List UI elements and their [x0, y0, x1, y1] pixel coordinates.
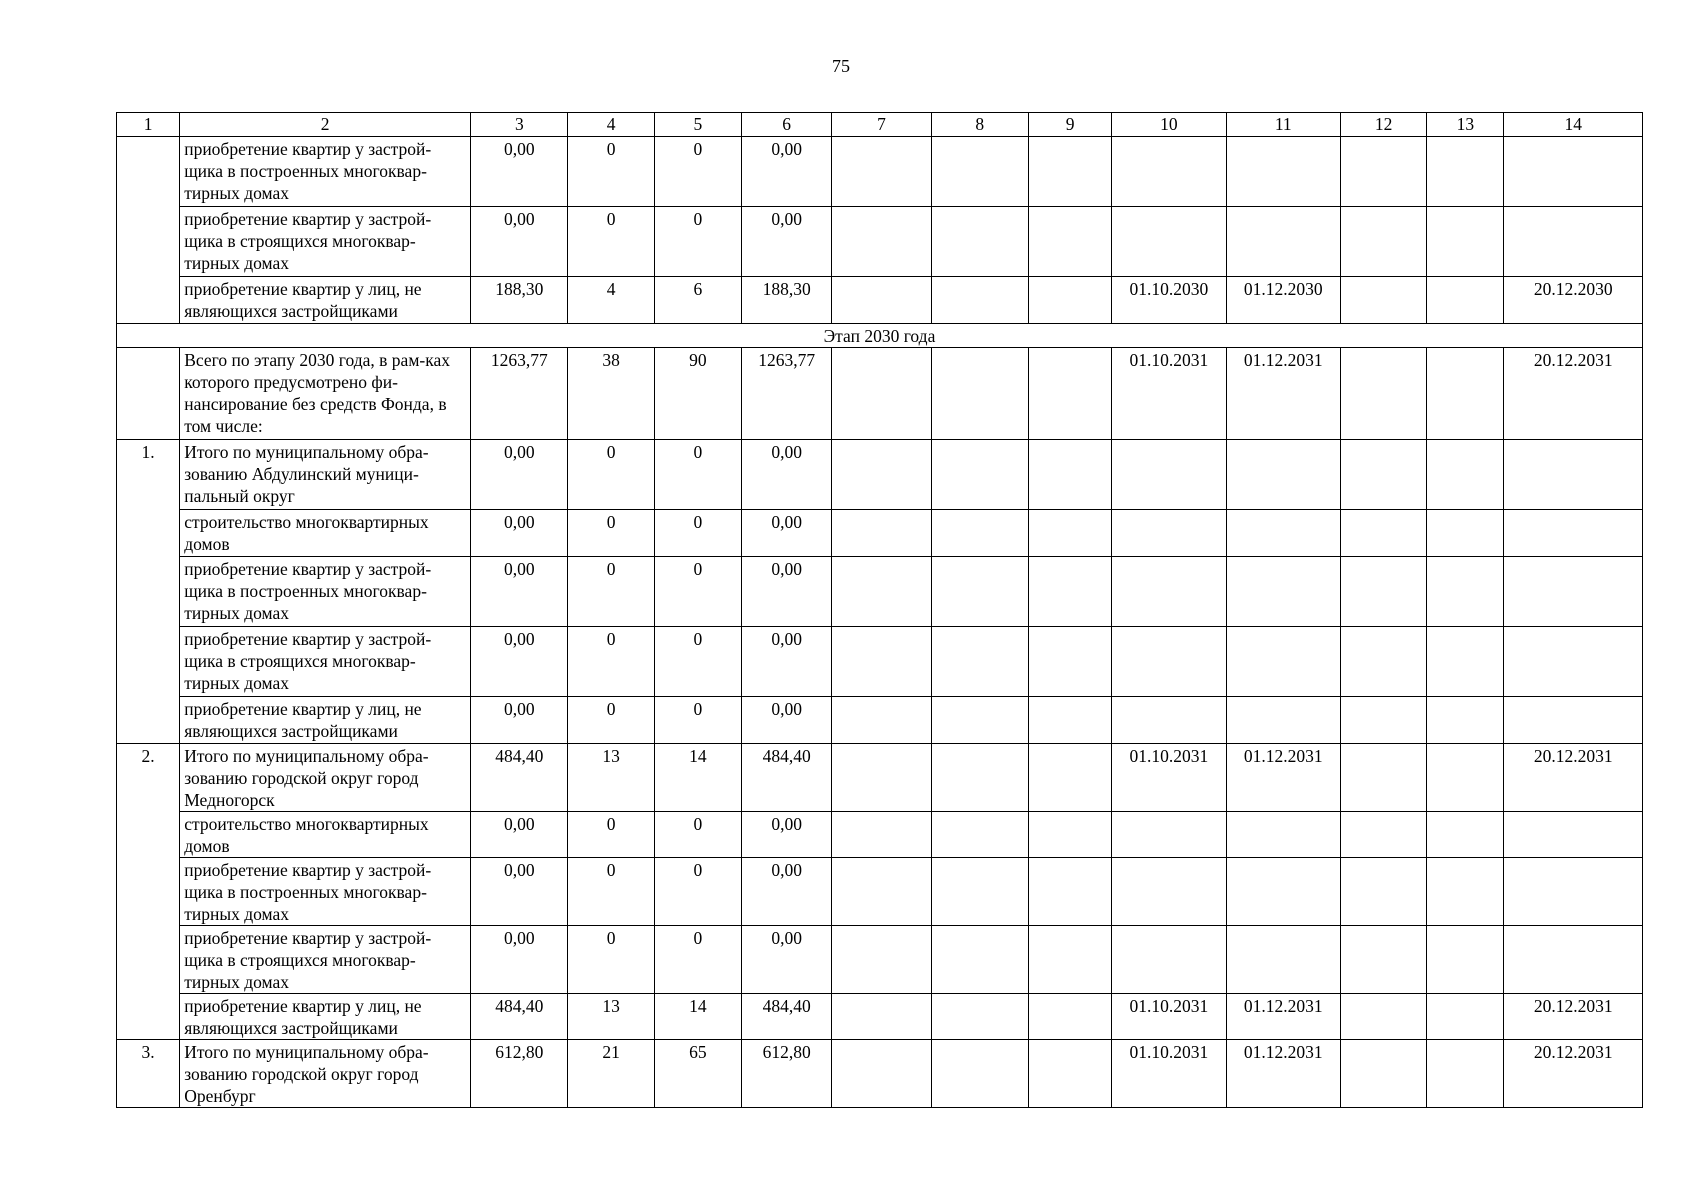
column-header: 4: [568, 113, 654, 137]
cell-col-7: [832, 510, 931, 557]
cell-col-10: [1112, 510, 1226, 557]
cell-description: приобретение квартир у лиц, не являющихся застройщиками: [180, 277, 471, 324]
cell-col-9: [1028, 557, 1111, 627]
cell-col-14: [1504, 440, 1643, 510]
cell-col-9: [1028, 627, 1111, 697]
stage-title: Этап 2030 года: [117, 324, 1643, 348]
cell-col-14: 20.12.2031: [1504, 348, 1643, 440]
cell-col-10: [1112, 557, 1226, 627]
column-header: 5: [654, 113, 741, 137]
cell-col-6: 0,00: [742, 858, 832, 926]
cell-col-11: 01.12.2031: [1226, 348, 1340, 440]
cell-col-4: 0: [568, 627, 654, 697]
header-row: [117, 113, 1643, 137]
cell-col-12: [1340, 926, 1426, 994]
cell-col-4: 0: [568, 812, 654, 858]
cell-col-10: [1112, 137, 1226, 207]
cell-col-7: [832, 858, 931, 926]
cell-col-4: 0: [568, 440, 654, 510]
cell-col-4: 4: [568, 277, 654, 324]
cell-col-9: [1028, 858, 1111, 926]
table-row: [117, 627, 1643, 697]
cell-col-6: 484,40: [742, 994, 832, 1040]
cell-col-10: [1112, 697, 1226, 744]
cell-col-13: [1427, 627, 1504, 697]
cell-col-3: 188,30: [471, 277, 568, 324]
cell-description: приобретение квартир у застрой-щика в построенных многоквар-тирных домах: [180, 137, 471, 207]
cell-col-12: [1340, 277, 1426, 324]
cell-col-6: 0,00: [742, 440, 832, 510]
cell-col-13: [1427, 1040, 1504, 1108]
cell-col-4: 13: [568, 744, 654, 812]
cell-col-12: [1340, 858, 1426, 926]
cell-col-14: [1504, 510, 1643, 557]
column-header: 2: [180, 113, 471, 137]
cell-col-4: 0: [568, 557, 654, 627]
cell-col-3: 612,80: [471, 1040, 568, 1108]
cell-col-6: 0,00: [742, 627, 832, 697]
cell-col-7: [832, 277, 931, 324]
cell-col-5: 0: [654, 137, 741, 207]
cell-col-7: [832, 812, 931, 858]
cell-index: 2.: [117, 744, 180, 1040]
column-header: 10: [1112, 113, 1226, 137]
cell-col-14: 20.12.2030: [1504, 277, 1643, 324]
table-row: [117, 277, 1643, 324]
cell-col-4: 38: [568, 348, 654, 440]
cell-col-5: 0: [654, 510, 741, 557]
cell-description: Всего по этапу 2030 года, в рам-ках которого предусмотрено фи-нансирование без средств Фонда, в том числе:: [180, 348, 471, 440]
cell-col-4: 0: [568, 858, 654, 926]
cell-col-11: [1226, 858, 1340, 926]
table-row: [117, 510, 1643, 557]
column-header: 12: [1340, 113, 1426, 137]
cell-col-12: [1340, 744, 1426, 812]
cell-col-13: [1427, 926, 1504, 994]
cell-col-8: [931, 557, 1028, 627]
cell-description: приобретение квартир у лиц, не являющихся застройщиками: [180, 697, 471, 744]
cell-col-10: 01.10.2031: [1112, 348, 1226, 440]
cell-col-10: 01.10.2031: [1112, 744, 1226, 812]
cell-description: приобретение квартир у застрой-щика в построенных многоквар-тирных домах: [180, 557, 471, 627]
cell-col-7: [832, 926, 931, 994]
cell-description: приобретение квартир у лиц, не являющихся застройщиками: [180, 994, 471, 1040]
cell-col-3: 0,00: [471, 557, 568, 627]
cell-col-5: 14: [654, 744, 741, 812]
cell-col-7: [832, 697, 931, 744]
cell-col-3: 0,00: [471, 926, 568, 994]
cell-col-14: [1504, 137, 1643, 207]
cell-col-7: [832, 137, 931, 207]
cell-col-6: 1263,77: [742, 348, 832, 440]
cell-col-10: [1112, 858, 1226, 926]
cell-col-5: 0: [654, 858, 741, 926]
cell-col-10: [1112, 812, 1226, 858]
column-header: 14: [1504, 113, 1643, 137]
cell-col-7: [832, 1040, 931, 1108]
cell-col-5: 0: [654, 926, 741, 994]
cell-col-12: [1340, 812, 1426, 858]
cell-col-3: 0,00: [471, 510, 568, 557]
cell-col-14: 20.12.2031: [1504, 1040, 1643, 1108]
cell-col-5: 0: [654, 557, 741, 627]
cell-col-9: [1028, 994, 1111, 1040]
cell-col-13: [1427, 277, 1504, 324]
cell-col-5: 0: [654, 440, 741, 510]
cell-col-8: [931, 858, 1028, 926]
cell-index: [117, 137, 180, 324]
cell-col-3: 0,00: [471, 137, 568, 207]
cell-col-11: 01.12.2031: [1226, 994, 1340, 1040]
cell-col-5: 0: [654, 812, 741, 858]
cell-col-9: [1028, 277, 1111, 324]
cell-col-8: [931, 812, 1028, 858]
table-row: [117, 1040, 1643, 1108]
cell-description: приобретение квартир у застрой-щика в построенных многоквар-тирных домах: [180, 858, 471, 926]
cell-col-11: [1226, 926, 1340, 994]
column-header: 3: [471, 113, 568, 137]
table-row: [117, 744, 1643, 812]
cell-col-11: [1226, 697, 1340, 744]
cell-col-11: [1226, 627, 1340, 697]
cell-col-8: [931, 137, 1028, 207]
cell-description: Итого по муниципальному обра-зованию городской округ город Медногорск: [180, 744, 471, 812]
column-header: 8: [931, 113, 1028, 137]
cell-col-14: 20.12.2031: [1504, 994, 1643, 1040]
cell-col-7: [832, 994, 931, 1040]
cell-col-8: [931, 440, 1028, 510]
cell-col-8: [931, 744, 1028, 812]
cell-col-3: 484,40: [471, 994, 568, 1040]
cell-index: 3.: [117, 1040, 180, 1108]
cell-col-11: [1226, 207, 1340, 277]
cell-col-7: [832, 440, 931, 510]
cell-col-12: [1340, 697, 1426, 744]
cell-col-9: [1028, 207, 1111, 277]
cell-col-10: [1112, 440, 1226, 510]
cell-col-13: [1427, 858, 1504, 926]
cell-col-3: 0,00: [471, 627, 568, 697]
table-row: [117, 812, 1643, 858]
cell-col-9: [1028, 1040, 1111, 1108]
cell-col-9: [1028, 697, 1111, 744]
cell-col-8: [931, 926, 1028, 994]
cell-col-5: 65: [654, 1040, 741, 1108]
cell-col-5: 6: [654, 277, 741, 324]
cell-col-9: [1028, 137, 1111, 207]
table-row: [117, 994, 1643, 1040]
cell-col-12: [1340, 137, 1426, 207]
cell-description: приобретение квартир у застрой-щика в строящихся многоквар-тирных домах: [180, 627, 471, 697]
cell-col-7: [832, 744, 931, 812]
cell-col-14: [1504, 627, 1643, 697]
column-header: 7: [832, 113, 931, 137]
cell-description: приобретение квартир у застрой-щика в строящихся многоквар-тирных домах: [180, 207, 471, 277]
cell-col-6: 0,00: [742, 812, 832, 858]
cell-col-13: [1427, 207, 1504, 277]
cell-col-8: [931, 627, 1028, 697]
cell-col-14: [1504, 812, 1643, 858]
cell-col-12: [1340, 627, 1426, 697]
cell-col-6: 484,40: [742, 744, 832, 812]
cell-col-14: [1504, 926, 1643, 994]
cell-col-11: 01.12.2031: [1226, 1040, 1340, 1108]
cell-col-9: [1028, 510, 1111, 557]
cell-col-12: [1340, 207, 1426, 277]
cell-col-5: 0: [654, 207, 741, 277]
cell-col-14: [1504, 207, 1643, 277]
cell-col-13: [1427, 994, 1504, 1040]
cell-index: 1.: [117, 440, 180, 744]
cell-col-6: 0,00: [742, 697, 832, 744]
cell-col-13: [1427, 744, 1504, 812]
cell-col-6: 0,00: [742, 137, 832, 207]
cell-col-9: [1028, 348, 1111, 440]
cell-col-6: 0,00: [742, 926, 832, 994]
table-row: [117, 858, 1643, 926]
cell-col-12: [1340, 510, 1426, 557]
cell-col-13: [1427, 697, 1504, 744]
cell-col-9: [1028, 744, 1111, 812]
cell-col-13: [1427, 137, 1504, 207]
cell-col-13: [1427, 812, 1504, 858]
cell-col-12: [1340, 557, 1426, 627]
cell-col-14: [1504, 557, 1643, 627]
cell-col-3: 1263,77: [471, 348, 568, 440]
cell-col-4: 13: [568, 994, 654, 1040]
cell-col-8: [931, 510, 1028, 557]
data-table: [116, 112, 1643, 1108]
cell-col-13: [1427, 557, 1504, 627]
cell-col-10: [1112, 627, 1226, 697]
cell-col-9: [1028, 926, 1111, 994]
column-header: 9: [1028, 113, 1111, 137]
cell-col-5: 14: [654, 994, 741, 1040]
cell-col-7: [832, 207, 931, 277]
cell-col-7: [832, 557, 931, 627]
cell-col-8: [931, 348, 1028, 440]
cell-col-3: 0,00: [471, 697, 568, 744]
cell-col-12: [1340, 994, 1426, 1040]
cell-col-14: [1504, 697, 1643, 744]
total-row: [117, 348, 1643, 440]
cell-col-11: [1226, 812, 1340, 858]
cell-col-11: [1226, 137, 1340, 207]
cell-col-14: [1504, 858, 1643, 926]
cell-col-11: [1226, 557, 1340, 627]
cell-col-6: 612,80: [742, 1040, 832, 1108]
cell-col-10: 01.10.2030: [1112, 277, 1226, 324]
cell-col-7: [832, 627, 931, 697]
cell-description: Итого по муниципальному обра-зованию Абдулинский муници-пальный округ: [180, 440, 471, 510]
cell-description: строительство многоквартирных домов: [180, 812, 471, 858]
cell-col-11: [1226, 440, 1340, 510]
cell-col-12: [1340, 440, 1426, 510]
cell-col-4: 0: [568, 510, 654, 557]
cell-description: Итого по муниципальному обра-зованию городской округ город Оренбург: [180, 1040, 471, 1108]
cell-col-11: [1226, 510, 1340, 557]
cell-col-5: 0: [654, 697, 741, 744]
cell-col-11: 01.12.2031: [1226, 744, 1340, 812]
cell-description: приобретение квартир у застрой-щика в строящихся многоквар-тирных домах: [180, 926, 471, 994]
cell-col-4: 0: [568, 926, 654, 994]
cell-col-8: [931, 994, 1028, 1040]
cell-col-13: [1427, 510, 1504, 557]
page-number: 75: [832, 56, 850, 76]
cell-col-12: [1340, 1040, 1426, 1108]
table-row: [117, 557, 1643, 627]
cell-col-6: 0,00: [742, 557, 832, 627]
cell-col-10: [1112, 926, 1226, 994]
cell-col-6: 0,00: [742, 207, 832, 277]
cell-col-3: 0,00: [471, 858, 568, 926]
cell-col-8: [931, 697, 1028, 744]
cell-col-10: 01.10.2031: [1112, 1040, 1226, 1108]
cell-col-10: 01.10.2031: [1112, 994, 1226, 1040]
cell-col-4: 0: [568, 137, 654, 207]
cell-col-13: [1427, 348, 1504, 440]
cell-col-3: 0,00: [471, 812, 568, 858]
cell-col-8: [931, 207, 1028, 277]
cell-col-4: 0: [568, 207, 654, 277]
cell-col-12: [1340, 348, 1426, 440]
cell-col-8: [931, 277, 1028, 324]
table-row: [117, 926, 1643, 994]
cell-col-7: [832, 348, 931, 440]
cell-col-8: [931, 1040, 1028, 1108]
stage-row: [117, 324, 1643, 348]
column-header: 13: [1427, 113, 1504, 137]
cell-col-10: [1112, 207, 1226, 277]
cell-col-3: 0,00: [471, 440, 568, 510]
cell-col-5: 90: [654, 348, 741, 440]
cell-description: строительство многоквартирных домов: [180, 510, 471, 557]
table-row: [117, 697, 1643, 744]
cell-col-3: 484,40: [471, 744, 568, 812]
cell-col-4: 0: [568, 697, 654, 744]
column-header: 6: [742, 113, 832, 137]
cell-col-3: 0,00: [471, 207, 568, 277]
column-header: 11: [1226, 113, 1340, 137]
cell-col-11: 01.12.2030: [1226, 277, 1340, 324]
column-header: 1: [117, 113, 180, 137]
cell-col-9: [1028, 440, 1111, 510]
table-row: [117, 137, 1643, 207]
cell-col-5: 0: [654, 627, 741, 697]
cell-col-9: [1028, 812, 1111, 858]
cell-col-4: 21: [568, 1040, 654, 1108]
cell-col-6: 0,00: [742, 510, 832, 557]
table-row: [117, 207, 1643, 277]
cell-col-6: 188,30: [742, 277, 832, 324]
cell-col-14: 20.12.2031: [1504, 744, 1643, 812]
cell-index: [117, 348, 180, 440]
table-row: [117, 440, 1643, 510]
cell-col-13: [1427, 440, 1504, 510]
